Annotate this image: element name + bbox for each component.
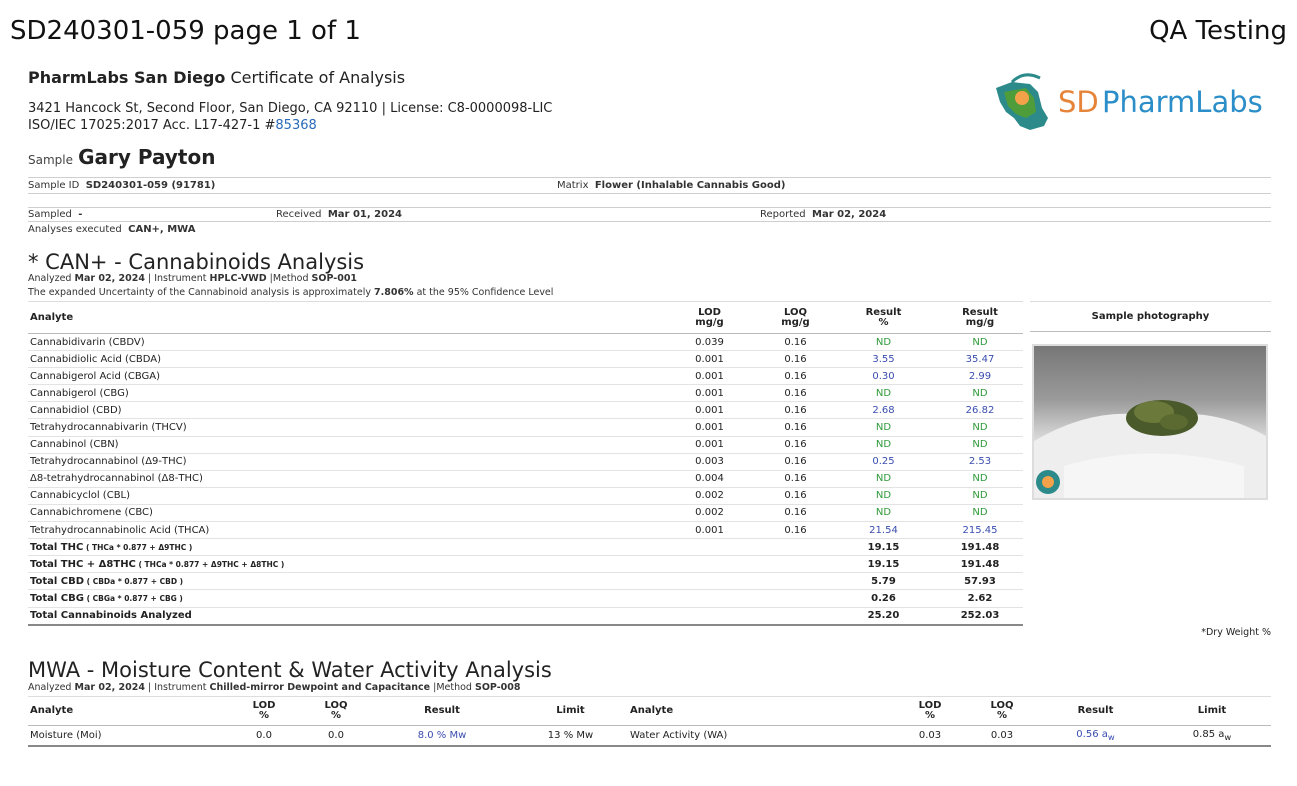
table-row — [28, 453, 1023, 470]
lod-cell: 0.001 — [658, 368, 761, 385]
total-mg-cell: 191.48 — [937, 556, 1023, 573]
cannabinoids-table — [28, 301, 1023, 626]
uncertainty-line — [28, 287, 553, 298]
reported-label: Reported — [760, 209, 806, 220]
total-pct-cell: 5.79 — [830, 573, 937, 590]
divider — [28, 221, 1271, 222]
california-logo-icon — [990, 68, 1275, 136]
moisture-limit: 13 % Mw — [512, 726, 629, 747]
table-row — [28, 436, 1023, 453]
column-header-loq-2: LOQ % — [966, 697, 1038, 726]
table-row — [28, 368, 1023, 385]
divider — [28, 193, 1271, 194]
column-header-analyte-2: Analyte — [629, 697, 894, 726]
mwa-analyzed-line — [28, 682, 521, 693]
received-label: Received — [276, 209, 322, 220]
reported-field — [760, 209, 886, 220]
instrument-value: HPLC-VWD — [209, 273, 267, 284]
total-name: Total Cannabinoids Analyzed — [30, 610, 192, 622]
sdpharmlabs-logo — [990, 68, 1275, 136]
uncertainty-text-end: at the 95% Confidence Level — [413, 287, 554, 298]
method-value: SOP-008 — [475, 682, 521, 693]
loq-cell: 0.16 — [761, 453, 830, 470]
uncertainty-value: 7.806% — [374, 287, 414, 298]
water-activity-loq: 0.03 — [966, 726, 1038, 747]
water-activity-limit: 0.85 $a_w$ — [1153, 726, 1271, 747]
analyzed-label: Analyzed — [28, 682, 72, 693]
instrument-value: Chilled-mirror Dewpoint and Capacitance — [209, 682, 431, 693]
result-pct-cell: ND — [830, 504, 937, 521]
mwa-section-title: MWA - Moisture Content & Water Activity Analysis — [28, 658, 552, 682]
sampled-label: Sampled — [28, 209, 72, 220]
lod-cell: 0.001 — [658, 522, 761, 539]
total-pct-cell: 19.15 — [830, 556, 937, 573]
column-header-limit: Limit — [512, 697, 629, 726]
analyzed-date: Mar 02, 2024 — [74, 682, 145, 693]
lab-name: PharmLabs San Diego — [28, 68, 226, 87]
loq-cell: 0.16 — [761, 351, 830, 368]
sample-label: Sample — [28, 153, 73, 167]
total-mg-cell: 191.48 — [937, 539, 1023, 556]
analyte-cell: Δ8-tetrahydrocannabinol (Δ8-THC) — [28, 470, 658, 487]
result-mg-cell: 35.47 — [937, 351, 1023, 368]
total-name: Total CBG — [30, 592, 84, 604]
result-mg-cell: ND — [937, 436, 1023, 453]
total-mg-cell: 57.93 — [937, 573, 1023, 590]
result-pct-cell: ND — [830, 334, 937, 351]
moisture-result: 8.0 % Mw — [372, 726, 512, 747]
column-header-result-mg: Result mg/g — [937, 302, 1023, 334]
moisture-analyte: Moisture (Moi) — [28, 726, 228, 747]
table-row — [28, 504, 1023, 521]
water-activity-lod: 0.03 — [894, 726, 966, 747]
sample-id-field — [28, 180, 215, 191]
document-type: Certificate of Analysis — [230, 68, 406, 87]
result-pct-cell: 0.30 — [830, 368, 937, 385]
lod-cell: 0.002 — [658, 504, 761, 521]
total-mg-cell: 252.03 — [937, 607, 1023, 625]
analyte-cell: Cannabichromene (CBC) — [28, 504, 658, 521]
sample-heading — [28, 145, 215, 169]
column-header-analyte: Analyte — [28, 697, 228, 726]
iso-text: ISO/IEC 17025:2017 Acc. L17-427-1 # — [28, 118, 276, 133]
water-activity-result: 0.56 $a_w$ — [1038, 726, 1153, 747]
sample-name: Gary Payton — [78, 145, 216, 169]
loq-cell: 0.16 — [761, 470, 830, 487]
result-mg-cell: ND — [937, 419, 1023, 436]
matrix-value: Flower (Inhalable Cannabis Good) — [594, 180, 786, 191]
column-header-lod: LOD % — [228, 697, 300, 726]
moisture-water-activity-table — [28, 696, 1271, 747]
result-pct-cell: ND — [830, 470, 937, 487]
result-pct-cell: 3.55 — [830, 351, 937, 368]
analyte-cell: Cannabidiol (CBD) — [28, 402, 658, 419]
lod-cell: 0.004 — [658, 470, 761, 487]
lod-cell: 0.001 — [658, 436, 761, 453]
lod-cell: 0.039 — [658, 334, 761, 351]
result-mg-cell: ND — [937, 487, 1023, 504]
analyzed-label: Analyzed — [28, 273, 72, 284]
total-pct-cell: 19.15 — [830, 539, 937, 556]
lod-cell: 0.001 — [658, 385, 761, 402]
table-header-row — [28, 697, 1271, 726]
column-header-analyte: Analyte — [28, 302, 658, 334]
table-row — [28, 487, 1023, 504]
lod-cell: 0.003 — [658, 453, 761, 470]
total-row — [28, 607, 1023, 625]
total-name: Total CBD — [30, 575, 85, 587]
table-row — [28, 470, 1023, 487]
result-pct-cell: ND — [830, 436, 937, 453]
column-header-loq: LOQ % — [300, 697, 372, 726]
total-formula: ( THCa * 0.877 + Δ9THC + Δ8THC ) — [135, 559, 285, 569]
matrix-field — [557, 180, 785, 191]
flower-bud-image — [1034, 346, 1266, 498]
total-pct-cell: 25.20 — [830, 607, 937, 625]
result-pct-cell: 0.25 — [830, 453, 937, 470]
result-mg-cell: 215.45 — [937, 522, 1023, 539]
iso-link[interactable]: 85368 — [275, 118, 317, 133]
loq-cell: 0.16 — [761, 522, 830, 539]
sample-id-label: Sample ID — [28, 180, 80, 191]
table-row — [28, 402, 1023, 419]
result-pct-cell: 2.68 — [830, 402, 937, 419]
column-header-lod-2: LOD % — [894, 697, 966, 726]
loq-cell: 0.16 — [761, 504, 830, 521]
table-row — [28, 334, 1023, 351]
lod-cell: 0.001 — [658, 419, 761, 436]
result-mg-cell: ND — [937, 504, 1023, 521]
column-header-loq: LOQ mg/g — [761, 302, 830, 334]
column-header-lod: LOD mg/g — [658, 302, 761, 334]
sampled-field — [28, 209, 82, 220]
table-row — [28, 385, 1023, 402]
sample-id-value: SD240301-059 (91781) — [85, 180, 216, 191]
analyses-field — [28, 224, 196, 235]
divider — [28, 207, 1271, 208]
loq-cell: 0.16 — [761, 385, 830, 402]
method-value: SOP-001 — [311, 273, 358, 284]
can-analyzed-line — [28, 273, 357, 284]
total-name: Total THC + Δ8THC — [30, 558, 136, 570]
column-header-limit-2: Limit — [1153, 697, 1271, 726]
result-mg-cell: ND — [937, 334, 1023, 351]
result-mg-cell: 2.53 — [937, 453, 1023, 470]
total-name-cell — [28, 590, 658, 607]
svg-text:PharmLabs: PharmLabs — [1102, 85, 1263, 119]
analyte-cell: Tetrahydrocannabinol (Δ9-THC) — [28, 453, 658, 470]
analyte-cell: Cannabidiolic Acid (CBDA) — [28, 351, 658, 368]
analyzed-date: Mar 02, 2024 — [74, 273, 145, 284]
table-row — [28, 726, 1271, 747]
total-pct-cell: 0.26 — [830, 590, 937, 607]
table-row — [28, 522, 1023, 539]
loq-cell: 0.16 — [761, 334, 830, 351]
lod-cell: 0.002 — [658, 487, 761, 504]
loq-cell: 0.16 — [761, 419, 830, 436]
dry-weight-note: *Dry Weight % — [1201, 627, 1271, 638]
total-row — [28, 573, 1023, 590]
result-pct-cell: ND — [830, 385, 937, 402]
lab-address: 3421 Hancock St, Second Floor, San Diego, CA 92110 | License: C8-0000098-LIC — [28, 101, 553, 116]
lab-heading — [28, 68, 405, 87]
total-row — [28, 556, 1023, 573]
column-header-result-2: Result — [1038, 697, 1153, 726]
received-field — [276, 209, 402, 220]
analyte-cell: Cannabidivarin (CBDV) — [28, 334, 658, 351]
analyte-cell: Tetrahydrocannabinolic Acid (THCA) — [28, 522, 658, 539]
method-label: |Method — [269, 273, 309, 284]
lab-address-block — [28, 100, 552, 134]
column-header-result-pct: Result % — [830, 302, 937, 334]
loq-cell: 0.16 — [761, 402, 830, 419]
total-name: Total THC — [30, 541, 84, 553]
analyte-cell: Cannabicyclol (CBL) — [28, 487, 658, 504]
result-mg-cell: ND — [937, 385, 1023, 402]
matrix-label: Matrix — [557, 180, 589, 191]
water-activity-analyte: Water Activity (WA) — [629, 726, 894, 747]
analyses-label: Analyses executed — [28, 224, 122, 235]
total-row — [28, 539, 1023, 556]
lod-cell: 0.001 — [658, 402, 761, 419]
result-pct-cell: ND — [830, 487, 937, 504]
result-pct-cell: ND — [830, 419, 937, 436]
qa-testing-label: QA Testing — [1149, 16, 1287, 46]
total-name-cell — [28, 539, 658, 556]
total-name-cell — [28, 573, 658, 590]
result-pct-cell: 21.54 — [830, 522, 937, 539]
result-mg-cell: ND — [937, 470, 1023, 487]
total-name-cell — [28, 556, 658, 573]
column-header-result: Result — [372, 697, 512, 726]
table-row — [28, 419, 1023, 436]
total-formula: ( THCa * 0.877 + Δ9THC ) — [83, 542, 193, 552]
result-mg-cell: 2.99 — [937, 368, 1023, 385]
reported-value: Mar 02, 2024 — [812, 209, 887, 220]
table-header-row — [28, 302, 1023, 334]
total-formula: ( CBDa * 0.877 + CBD ) — [84, 576, 184, 586]
sample-photo — [1032, 344, 1268, 500]
sample-photo-heading: Sample photography — [1030, 301, 1271, 332]
divider — [28, 177, 1271, 178]
loq-cell: 0.16 — [761, 436, 830, 453]
svg-text:SD: SD — [1058, 85, 1099, 119]
method-label: |Method — [433, 682, 472, 693]
instrument-label: | Instrument — [147, 273, 207, 284]
received-value: Mar 01, 2024 — [327, 209, 402, 220]
table-row — [28, 351, 1023, 368]
instrument-label: | Instrument — [147, 682, 207, 693]
analyses-value: CAN+, MWA — [128, 224, 196, 235]
total-formula: ( CBGa * 0.877 + CBG ) — [83, 593, 183, 603]
iso-line — [28, 117, 552, 134]
total-row — [28, 590, 1023, 607]
lod-cell: 0.001 — [658, 351, 761, 368]
moisture-lod: 0.0 — [228, 726, 300, 747]
analyte-cell: Cannabinol (CBN) — [28, 436, 658, 453]
result-mg-cell: 26.82 — [937, 402, 1023, 419]
sampled-value: - — [78, 209, 83, 220]
page-title: SD240301-059 page 1 of 1 — [10, 16, 361, 46]
moisture-loq: 0.0 — [300, 726, 372, 747]
loq-cell: 0.16 — [761, 368, 830, 385]
analyte-cell: Cannabigerol (CBG) — [28, 385, 658, 402]
uncertainty-text: The expanded Uncertainty of the Cannabinoid analysis is approximately — [28, 287, 374, 298]
total-mg-cell: 2.62 — [937, 590, 1023, 607]
total-name-cell — [28, 607, 658, 625]
loq-cell: 0.16 — [761, 487, 830, 504]
can-section-title: * CAN+ - Cannabinoids Analysis — [28, 250, 365, 274]
analyte-cell: Cannabigerol Acid (CBGA) — [28, 368, 658, 385]
analyte-cell: Tetrahydrocannabivarin (THCV) — [28, 419, 658, 436]
